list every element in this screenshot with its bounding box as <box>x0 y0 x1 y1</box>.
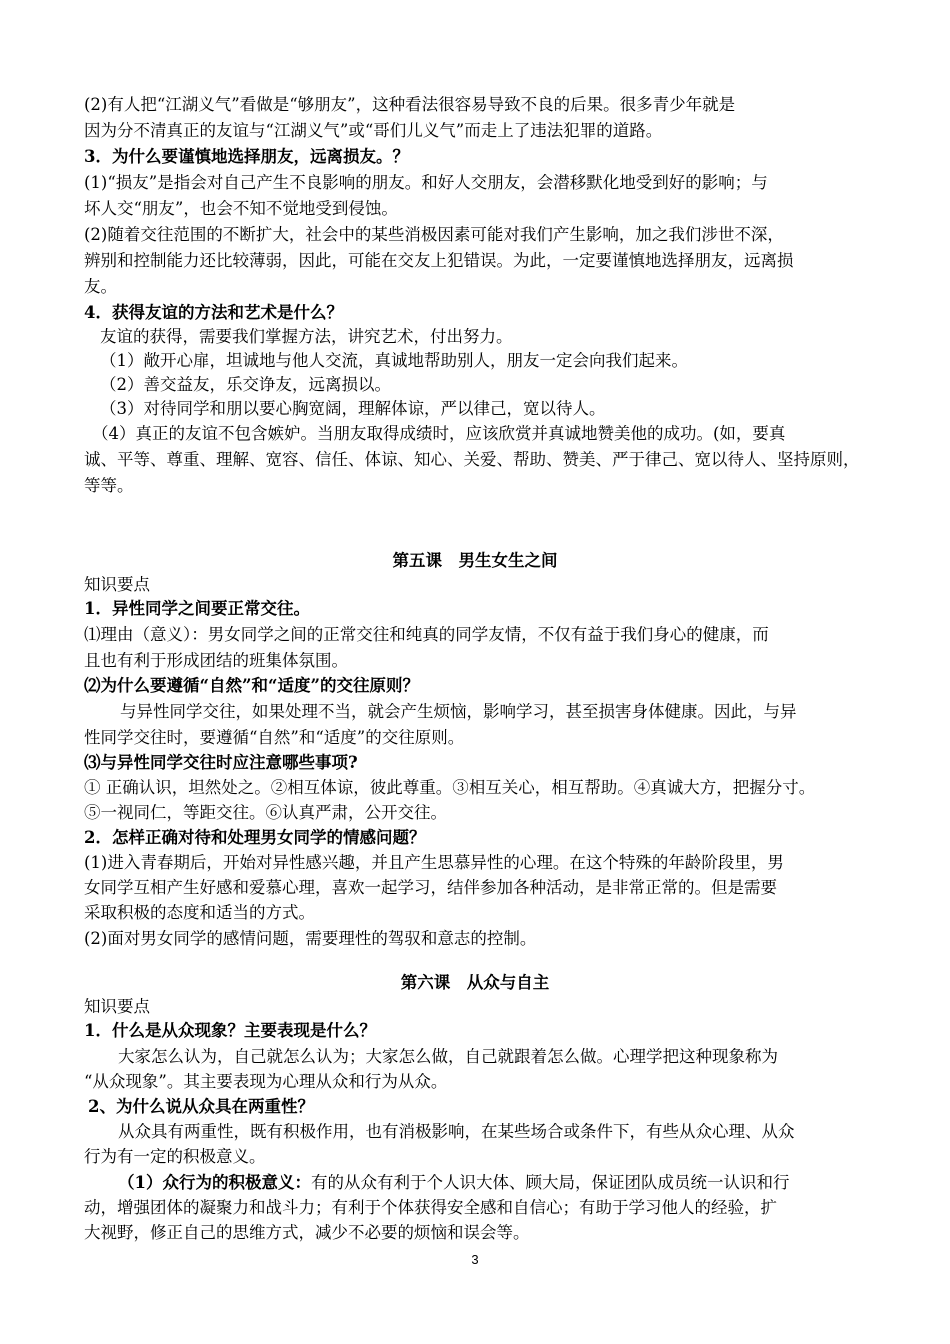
question-heading: 2、为什么说从众具在两重性？ <box>88 1097 314 1116</box>
paragraph-line: ⑴理由（意义）：男女同学之间的正常交往和纯真的同学友情，不仅有益于我们身心的健康，而 <box>84 625 769 644</box>
paragraph-line: 因为分不清真正的友谊与“江湖义气”或“哥们儿义气”而走上了违法犯罪的道路。 <box>84 121 663 140</box>
lesson-title: 第六课 从众与自主 <box>400 973 550 992</box>
paragraph-line: 诚、平等、尊重、理解、宽容、信任、体谅、知心、关爱、帮助、赞美、严于律己、宽以待人、坚持原则， <box>84 450 860 469</box>
question-heading: ⑵为什么要遵循“自然”和“适度”的交往原则？ <box>84 676 419 695</box>
paragraph-line: 等等。 <box>84 476 134 495</box>
paragraph-line: 大视野，修正自己的思维方式，减少不必要的烦恼和误会等。 <box>84 1223 530 1242</box>
question-heading: 2．怎样正确对待和处理男女同学的情感问题？ <box>84 828 426 847</box>
paragraph-line: (2)面对男女同学的感情问题，需要理性的驾驭和意志的控制。 <box>84 929 537 948</box>
list-item: （2）善交益友，乐交诤友，远离损以。 <box>100 375 391 394</box>
list-item: ① 正确认识，坦然处之。②相互体谅，彼此尊重。③相互关心，相互帮助。④真诚大方，把握分寸。 <box>84 778 816 797</box>
list-item: （1）敞开心扉，坦诚地与他人交流，真诚地帮助别人，朋友一定会向我们起来。 <box>100 351 688 370</box>
list-item: （4）真正的友谊不包含嫉妒。当朋友取得成绩时，应该欣赏并真诚地赞美他的成功。(如，要真 <box>92 424 786 443</box>
page-number: 3 <box>471 1252 479 1267</box>
paragraph-line: 采取积极的态度和适当的方式。 <box>84 903 315 922</box>
paragraph-line: 与异性同学交往，如果处理不当，就会产生烦恼，影响学习，甚至损害身体健康。因此，与异 <box>120 702 797 721</box>
paragraph-line: (1)“损友”是指会对自己产生不良影响的朋友。和好人交朋友，会潜移默化地受到好的影响；与 <box>84 173 768 192</box>
paragraph-line: 友。 <box>84 277 117 296</box>
paragraph-line: 性同学交往时，要遵循“自然”和“适度”的交往原则。 <box>84 728 465 747</box>
emphasis-label: （1）众行为的积极意义： <box>118 1173 311 1192</box>
list-item: ⑤一视同仁，等距交往。⑥认真严肃，公开交往。 <box>84 803 447 822</box>
paragraph-line: 动，增强团体的凝聚力和战斗力；有利于个体获得安全感和自信心；有助于学习他人的经验，扩 <box>84 1198 777 1217</box>
paragraph-line: 从众具有两重性，既有积极作用，也有消极影响，在某些场合或条件下，有些从众心理、从众 <box>118 1122 795 1141</box>
paragraph-line: “从众现象”。其主要表现为心理从众和行为从众。 <box>84 1072 448 1091</box>
paragraph-line: 大家怎么认为，自己就怎么认为；大家怎么做，自己就跟着怎么做。心理学把这种现象称为 <box>118 1047 778 1066</box>
paragraph-line: 坏人交“朋友”，也会不知不觉地受到侵蚀。 <box>84 199 398 218</box>
question-heading: 1．异性同学之间要正常交往。 <box>84 599 310 618</box>
question-heading: ⑶与异性同学交往时应注意哪些事项? <box>84 753 358 772</box>
paragraph-line: 友谊的获得，需要我们掌握方法，讲究艺术，付出努力。 <box>100 327 513 346</box>
question-heading: 4．获得友谊的方法和艺术是什么？ <box>84 303 343 322</box>
paragraph-line: (2)随着交往范围的不断扩大，社会中的某些消极因素可能对我们产生影响，加之我们涉世不深， <box>84 225 784 244</box>
paragraph-line: 且也有利于形成团结的班集体氛围。 <box>84 651 348 670</box>
lesson-title: 第五课 男生女生之间 <box>392 551 558 570</box>
list-item: （3）对待同学和朋以要心胸宽阔，理解体谅，严以律己，宽以待人。 <box>100 399 606 418</box>
paragraph-line <box>118 1170 874 1196</box>
paragraph-line: (2)有人把“江湖义气”看做是“够朋友”，这种看法很容易导致不良的后果。很多青少年就是 <box>84 95 736 114</box>
question-heading: 3．为什么要谨慎地选择朋友，远离损友。？ <box>84 147 409 166</box>
paragraph-line: (1)进入青春期后，开始对异性感兴趣，并且产生思慕异性的心理。在这个特殊的年龄阶段里，男 <box>84 853 784 872</box>
section-label: 知识要点 <box>84 997 150 1016</box>
paragraph-text: 有的从众有利于个人识大体、顾大局，保证团队成员统一认识和行 <box>310 1173 790 1192</box>
paragraph-line: 女同学互相产生好感和爱慕心理，喜欢一起学习，结伴参加各种活动，是非常正常的。但是需要 <box>84 878 777 897</box>
question-heading: 1．什么是从众现象？主要表现是什么？ <box>84 1021 376 1040</box>
section-label: 知识要点 <box>84 575 150 594</box>
paragraph-line: 辨别和控制能力还比较薄弱，因此，可能在交友上犯错误。为此，一定要谨慎地选择朋友，远离损 <box>84 251 794 270</box>
paragraph-line: 行为有一定的积极意义。 <box>84 1147 266 1166</box>
